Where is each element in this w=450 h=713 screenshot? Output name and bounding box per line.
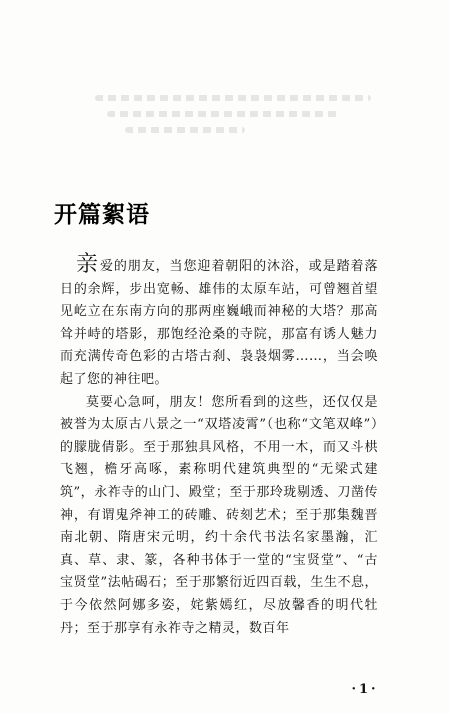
drop-cap: 亲 (76, 252, 99, 277)
paragraph-2: 莫要心急呵，朋友！您所看到的这些，还仅仅是被誉为太原古八景之一“双塔凌霄”（也称“文笔双峰”）的朦胧倩影。至于那独具风格，不用一木，而又斗栱飞翘，檐牙高啄，素称明代建筑典型的“无梁式建筑”，永祚寺的山门、殿堂；至于那玲珑剔透、刀凿传神，有谓鬼斧神工的砖雕、砖刻艺术；至于那集魏晋南北朝、隋唐宋元明，约十余代书法名家墨瀚，汇真、草、隶、篆，各种书体于一堂的“宝贤堂”、“古宝贤堂”法帖碣石；至于那繁衍近四百载，生生不息，于今依然阿娜多姿，姹紫嫣红，尽放馨香的明代牡丹；至于那享有永祚寺之精灵，数百年 (60, 394, 378, 636)
paragraph-1 (60, 254, 378, 392)
body-text (60, 254, 378, 640)
paragraph-1-text: 爱的朋友，当您迎着朝阳的沐浴，或是踏着落日的余辉，步出宽畅、雄伟的太原车站，可曾翘首望见屹立在东南方向的那两座巍峨而神秘的大塔？那高耸并峙的塔影，那饱经沧桑的寺院，那富有诱人魅力而充满传奇色彩的古塔古刹、袅袅烟雾……，当会唤起了您的神往吧。 (60, 259, 378, 387)
page-number: ·1· (351, 682, 379, 697)
chapter-heading: 开篇絮语 (54, 202, 150, 228)
bleed-through-marks (95, 85, 395, 155)
